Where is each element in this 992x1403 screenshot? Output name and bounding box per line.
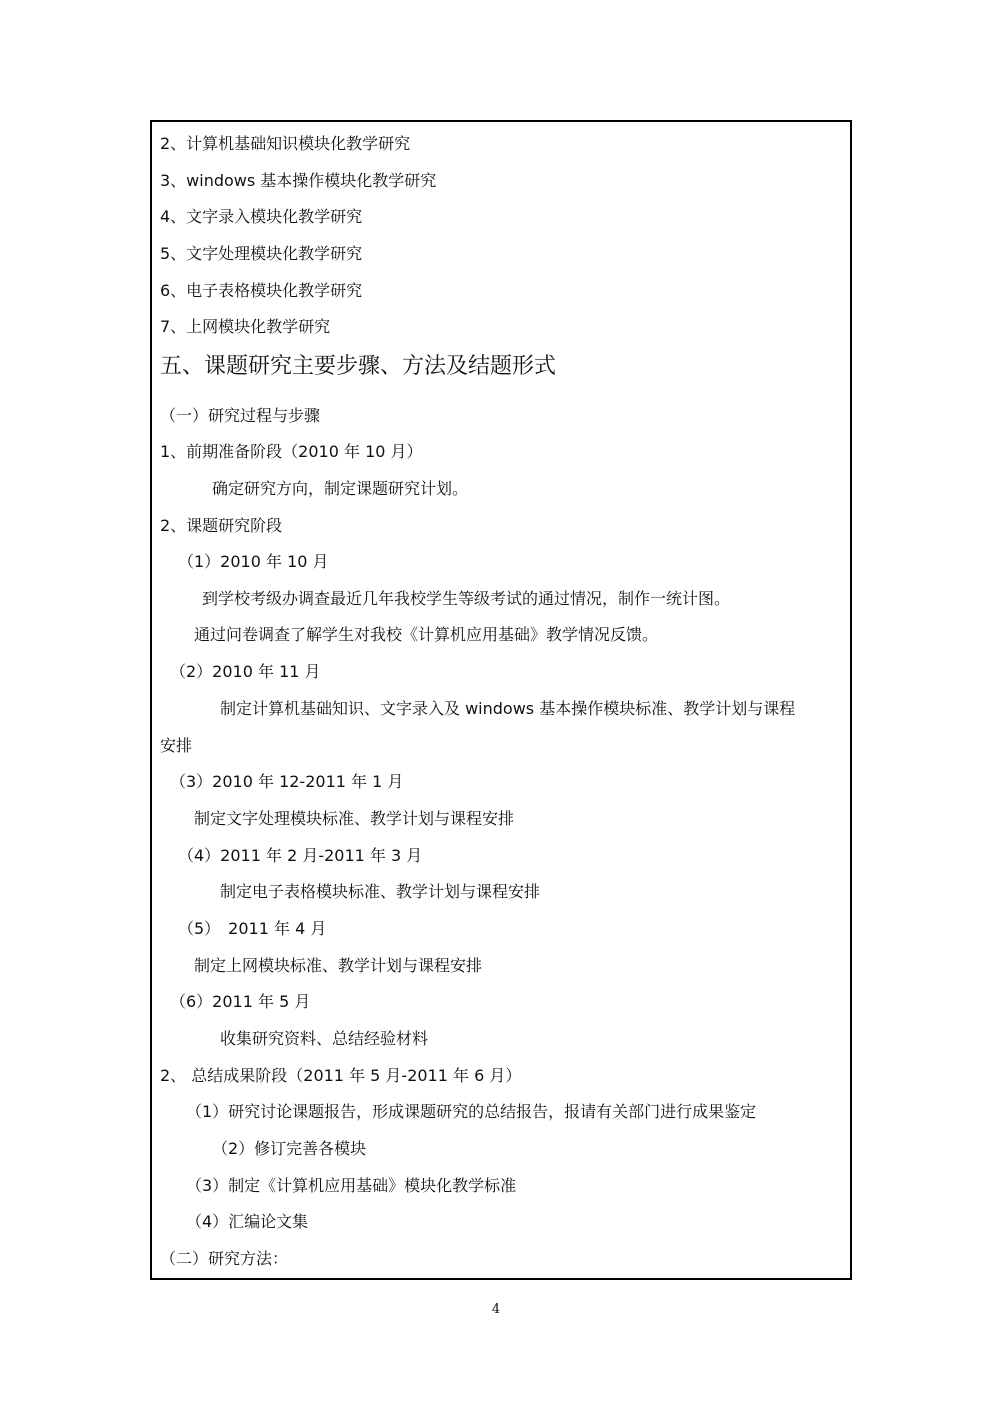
paragraph-line: （2）修订完善各模块 — [212, 1139, 367, 1158]
paragraph-line: 收集研究资料、总结经验材料 — [220, 1029, 429, 1048]
list-item: 6、电子表格模块化教学研究 — [160, 281, 363, 300]
paragraph-line: 通过问卷调查了解学生对我校《计算机应用基础》教学情况反馈。 — [194, 625, 659, 644]
paragraph-line: 确定研究方向，制定课题研究计划。 — [212, 479, 469, 498]
paragraph-line: 安排 — [160, 736, 193, 755]
stage-heading: 2、 总结成果阶段（2011 年 5 月-2011 年 6 月） — [160, 1066, 522, 1085]
list-item: 3、windows 基本操作模块化教学研究 — [160, 171, 437, 190]
paragraph-line: （3）制定《计算机应用基础》模块化教学标准 — [186, 1176, 517, 1195]
paragraph-line: 制定电子表格模块标准、教学计划与课程安排 — [220, 882, 541, 901]
list-item: 4、文字录入模块化教学研究 — [160, 207, 363, 226]
step-heading: （4）2011 年 2 月-2011 年 3 月 — [178, 846, 423, 865]
step-heading: （5） 2011 年 4 月 — [178, 919, 327, 938]
paragraph-line: （4）汇编论文集 — [186, 1212, 309, 1231]
stage-heading: 2、课题研究阶段 — [160, 516, 283, 535]
paragraph-line: 制定计算机基础知识、文字录入及 windows 基本操作模块标准、教学计划与课程 — [220, 699, 796, 718]
paragraph-line: 制定文字处理模块标准、教学计划与课程安排 — [194, 809, 515, 828]
step-heading: （3）2010 年 12-2011 年 1 月 — [170, 772, 404, 791]
paragraph-line: 制定上网模块标准、教学计划与课程安排 — [194, 956, 483, 975]
section-heading: 五、课题研究主要步骤、方法及结题形式 — [160, 354, 557, 379]
paragraph-line: 到学校考级办调查最近几年我校学生等级考试的通过情况，制作一统计图。 — [202, 589, 731, 608]
list-item: 7、上网模块化教学研究 — [160, 317, 331, 336]
page-number: 4 — [491, 1302, 501, 1317]
list-item: 2、计算机基础知识模块化教学研究 — [160, 134, 411, 153]
step-heading: （2）2010 年 11 月 — [170, 662, 321, 681]
subsection-heading: （一）研究过程与步骤 — [160, 406, 321, 425]
paragraph-line: （1）研究讨论课题报告，形成课题研究的总结报告，报请有关部门进行成果鉴定 — [186, 1102, 757, 1121]
step-heading: （1）2010 年 10 月 — [178, 552, 329, 571]
list-item: 5、文字处理模块化教学研究 — [160, 244, 363, 263]
subsection-heading: （二）研究方法： — [160, 1249, 289, 1268]
stage-heading: 1、前期准备阶段（2010 年 10 月） — [160, 442, 423, 461]
step-heading: （6）2011 年 5 月 — [170, 992, 311, 1011]
